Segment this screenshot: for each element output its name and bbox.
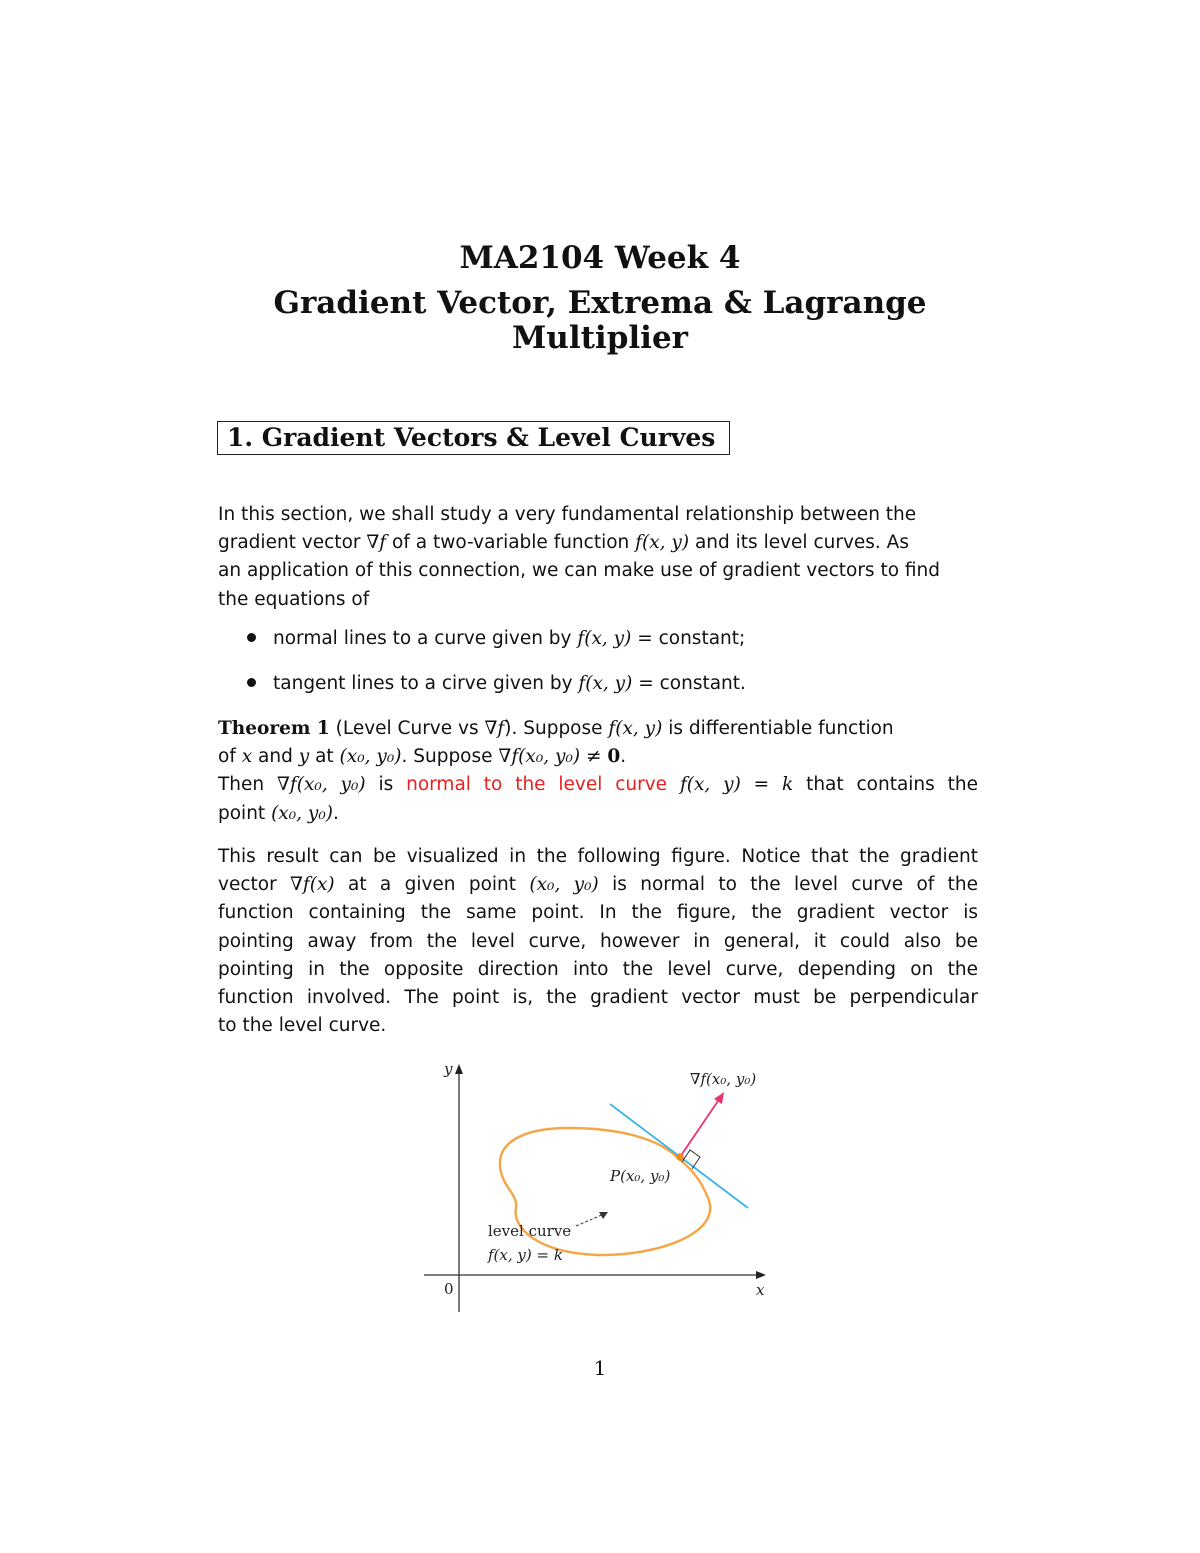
origin-label: 0 (444, 1280, 454, 1298)
visual-line-1: This result can be visualized in the following figure. Notice that the gradient (218, 846, 978, 867)
y-axis-label: y (444, 1060, 453, 1078)
intro-text: and its level curves. As (689, 532, 909, 554)
visual-paragraph (218, 843, 978, 1040)
theorem-line-2 (218, 743, 978, 771)
gradient-label: ∇f(x₀, y₀) (690, 1070, 757, 1088)
doc-title-line2: Gradient Vector, Extrema & Lagrange (273, 285, 927, 321)
level-curve-expr: f(x, y) = k (679, 774, 794, 796)
page-number: 1 (593, 1356, 607, 1380)
theorem-line-1 (218, 715, 978, 743)
visual-text: at a given point (334, 874, 530, 896)
intro-line-3: an application of this connection, we can make use of gradient vectors to find (218, 560, 941, 582)
gradient-expr: ∇f(x) (290, 874, 335, 896)
gradient-arrowhead-icon (714, 1092, 724, 1104)
function-expr: f(x, y) (608, 718, 663, 739)
x-axis-arrow-icon (756, 1271, 766, 1279)
y-axis-arrow-icon (455, 1064, 463, 1074)
intro-line-2 (218, 529, 978, 557)
theorem-text: that contains the (793, 774, 979, 796)
visual-line-3: function containing the same point. In the figure, the gradient vector is (218, 902, 978, 924)
x-axis-label: x (756, 1281, 765, 1299)
section-heading: 1. Gradient Vectors & Level Curves (217, 421, 730, 455)
point-expr: (x₀, y₀) (271, 802, 333, 824)
curve-label-equation: f(x, y) = k (488, 1246, 563, 1264)
bullet-icon (247, 678, 256, 687)
theorem-text: is (365, 774, 407, 796)
bullet-math: f(x, y) (578, 673, 633, 694)
visual-line-4: pointing away from the level curve, however in general, it could also be (218, 930, 978, 952)
curve-label-name: level curve (488, 1222, 572, 1240)
theorem-text: of (218, 746, 242, 768)
intro-line-1: In this section, we shall study a very fundamental relationship between the (218, 504, 917, 525)
visual-text: vector (218, 874, 291, 896)
highlighted-phrase: normal to the level curve (406, 774, 668, 796)
bullet-text: normal lines to a curve given by (273, 628, 578, 649)
gradient-at-point: ∇f(x₀, y₀) (276, 774, 366, 796)
theorem-block (218, 715, 978, 828)
point-p (676, 1153, 684, 1161)
bullet-text: tangent lines to a cirve given by (273, 673, 579, 694)
theorem-text: . (620, 746, 627, 768)
theorem-line-3 (218, 771, 978, 799)
doc-title-line1: MA2104 Week 4 (459, 240, 741, 276)
visual-line-2 (218, 871, 978, 899)
gradient-symbol: ∇f (366, 532, 387, 554)
intro-text: of a two-variable function (386, 532, 636, 554)
list-item (247, 673, 746, 694)
visual-line-6: function involved. The point is, the gradient vector must be perpendicular (218, 987, 978, 1009)
theorem-text: point (218, 802, 272, 824)
gradient-nonzero-expr: ∇f(x₀, y₀) ≠ (498, 746, 608, 768)
bullet-icon (247, 633, 256, 642)
variable-y: y (298, 746, 310, 768)
theorem-text: . (332, 802, 339, 824)
visual-line-5: pointing in the opposite direction into the level curve, depending on the (218, 958, 978, 980)
visual-line-7: to the level curve. (218, 1015, 387, 1037)
theorem-text: Then (218, 774, 277, 796)
point-label: P(x₀, y₀) (610, 1167, 671, 1185)
variable-x: x (241, 746, 253, 768)
label-pointer (576, 1214, 604, 1226)
function-expr: f(x, y) (635, 532, 690, 554)
list-item (247, 628, 745, 649)
intro-paragraph (218, 501, 978, 614)
bullet-tail: = constant; (631, 628, 746, 649)
theorem-text (667, 774, 680, 795)
bullet-math: f(x, y) (577, 628, 632, 649)
bullet-tail: = constant. (632, 673, 746, 694)
theorem-text: (Level Curve vs (329, 718, 485, 739)
visual-text: is normal to the level curve of the (598, 874, 978, 896)
theorem-text: at (309, 746, 340, 768)
gradient-arrow (680, 1098, 720, 1157)
intro-line-4: the equations of (218, 588, 370, 610)
intro-text: gradient vector (218, 532, 367, 554)
doc-title-line3: Multiplier (511, 320, 688, 356)
theorem-text: ). Suppose (504, 718, 609, 739)
theorem-label: Theorem 1 (218, 718, 330, 739)
theorem-text: is differentiable function (662, 718, 894, 739)
theorem-text: . Suppose (401, 746, 499, 768)
zero-vector: 0 (607, 746, 621, 768)
level-curve-figure (418, 1058, 778, 1318)
gradient-symbol: ∇f (484, 718, 505, 739)
point-expr: (x₀, y₀) (339, 746, 402, 768)
theorem-text: and (252, 746, 299, 768)
point-expr: (x₀, y₀) (529, 874, 599, 896)
theorem-line-4 (218, 800, 978, 828)
